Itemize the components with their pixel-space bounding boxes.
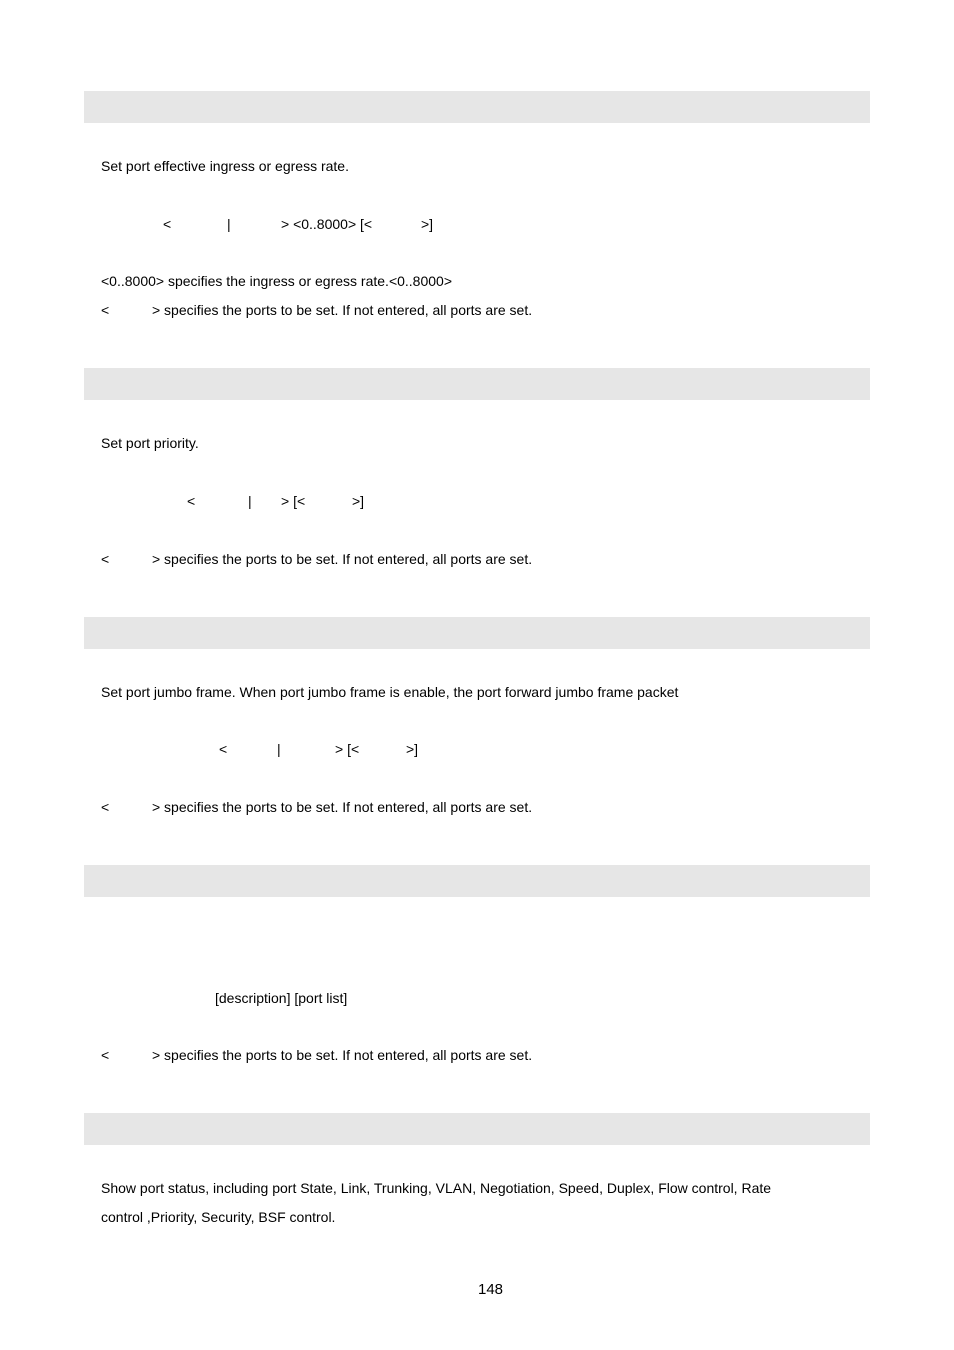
parameter-line: < > specifies the ports to be set. If not entered, all ports are set.	[101, 551, 533, 567]
section-description: Set port priority.	[101, 435, 199, 451]
parameter-line: < > specifies the ports to be set. If not entered, all ports are set.	[101, 302, 533, 318]
syntax-token: |	[277, 741, 281, 757]
parameter-line: <0..8000> specifies the ingress or egress rate.<0..8000>	[101, 273, 453, 289]
parameter-line: < > specifies the ports to be set. If not entered, all ports are set.	[101, 1047, 533, 1063]
page-number: 148	[478, 1281, 504, 1298]
syntax-token: [description] [port list]	[215, 990, 348, 1006]
syntax-token: >]	[352, 493, 365, 509]
section-description: control ,Priority, Security, BSF control.	[101, 1209, 336, 1225]
syntax-token: <	[219, 741, 228, 757]
syntax-token: > <0..8000> [<	[281, 216, 373, 232]
syntax-token: <	[163, 216, 172, 232]
syntax-token: <	[187, 493, 196, 509]
syntax-token: |	[227, 216, 231, 232]
syntax-token: >]	[406, 741, 419, 757]
syntax-token: |	[248, 493, 252, 509]
section-header-bar	[84, 617, 870, 649]
section-header-bar	[84, 368, 870, 400]
section-description: Set port jumbo frame. When port jumbo frame is enable, the port forward jumbo frame packet	[101, 684, 679, 700]
section-header-bar	[84, 91, 870, 123]
syntax-token: >]	[421, 216, 434, 232]
section-description: Set port effective ingress or egress rate.	[101, 158, 349, 174]
syntax-token: > [<	[335, 741, 360, 757]
section-header-bar	[84, 865, 870, 897]
section-description: Show port status, including port State, Link, Trunking, VLAN, Negotiation, Speed, Duplex, Flow control, Rate	[101, 1180, 772, 1196]
section-header-bar	[84, 1113, 870, 1145]
syntax-token: > [<	[281, 493, 306, 509]
parameter-line: < > specifies the ports to be set. If not entered, all ports are set.	[101, 799, 533, 815]
